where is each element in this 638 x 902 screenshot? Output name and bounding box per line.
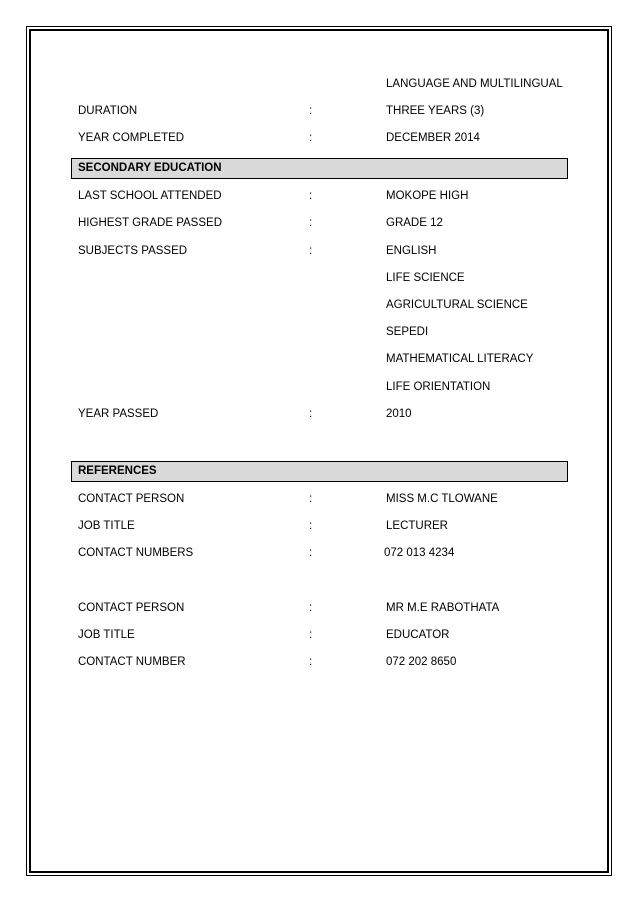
secondary-education-heading: SECONDARY EDUCATION xyxy=(71,158,568,179)
year-passed-label: YEAR PASSED xyxy=(78,408,159,420)
subjects-label: SUBJECTS PASSED xyxy=(78,245,188,257)
highest-grade-label: HIGHEST GRADE PASSED xyxy=(78,217,222,229)
highest-grade-value: GRADE 12 xyxy=(386,217,443,229)
last-school-value: MOKOPE HIGH xyxy=(386,190,469,202)
subject-row xyxy=(0,324,638,340)
last-school-colon: : xyxy=(309,190,313,202)
continuation-value: LANGUAGE AND MULTILINGUAL xyxy=(386,78,563,90)
subject-item: LIFE SCIENCE xyxy=(386,272,465,284)
ref2-job-title-value: EDUCATOR xyxy=(386,629,450,641)
year-completed-colon: : xyxy=(309,132,313,144)
duration-label: DURATION xyxy=(78,105,138,117)
subject-item: AGRICULTURAL SCIENCE xyxy=(386,299,528,311)
ref2-job-title-row xyxy=(0,627,638,643)
highest-grade-row xyxy=(0,215,638,231)
ref2-contact-person-label: CONTACT PERSON xyxy=(78,602,185,614)
ref1-job-title-label: JOB TITLE xyxy=(78,520,135,532)
subjects-colon: : xyxy=(309,245,313,257)
subject-row xyxy=(0,379,638,395)
subject-item: MATHEMATICAL LITERACY xyxy=(386,353,534,365)
ref1-job-title-row xyxy=(0,518,638,534)
duration-value: THREE YEARS (3) xyxy=(386,105,485,117)
subject-item: LIFE ORIENTATION xyxy=(386,381,491,393)
duration-row xyxy=(0,103,638,119)
year-passed-row xyxy=(0,406,638,422)
subjects-row xyxy=(0,243,638,259)
page-border-inner xyxy=(29,29,609,873)
ref2-contact-person-colon: : xyxy=(309,602,313,614)
ref2-contact-number-label: CONTACT NUMBER xyxy=(78,656,186,668)
year-completed-value: DECEMBER 2014 xyxy=(386,132,480,144)
ref1-job-title-colon: : xyxy=(309,520,313,532)
last-school-label: LAST SCHOOL ATTENDED xyxy=(78,190,222,202)
ref1-job-title-value: LECTURER xyxy=(386,520,448,532)
subject-row xyxy=(0,297,638,313)
ref2-job-title-colon: : xyxy=(309,629,313,641)
ref1-contact-person-row xyxy=(0,491,638,507)
year-completed-label: YEAR COMPLETED xyxy=(78,132,185,144)
duration-colon: : xyxy=(309,105,313,117)
year-passed-colon: : xyxy=(309,408,313,420)
ref1-contact-numbers-row xyxy=(0,545,638,561)
last-school-row xyxy=(0,188,638,204)
ref1-contact-person-value: MISS M.C TLOWANE xyxy=(386,493,498,505)
year-completed-row xyxy=(0,130,638,146)
ref2-contact-person-value: MR M.E RABOTHATA xyxy=(386,602,500,614)
subject-item: ENGLISH xyxy=(386,245,437,257)
year-passed-value: 2010 xyxy=(386,408,412,420)
highest-grade-colon: : xyxy=(309,217,313,229)
ref1-contact-numbers-label: CONTACT NUMBERS xyxy=(78,547,194,559)
ref1-contact-person-colon: : xyxy=(309,493,313,505)
ref2-contact-number-value: 072 202 8650 xyxy=(386,656,457,668)
ref1-contact-person-label: CONTACT PERSON xyxy=(78,493,185,505)
ref2-contact-number-colon: : xyxy=(309,656,313,668)
subject-item: SEPEDI xyxy=(386,326,429,338)
subject-row xyxy=(0,270,638,286)
references-heading: REFERENCES xyxy=(71,461,568,482)
ref2-contact-number-row xyxy=(0,654,638,670)
ref1-contact-numbers-colon: : xyxy=(309,547,313,559)
continuation-row xyxy=(0,76,638,92)
ref2-contact-person-row xyxy=(0,600,638,616)
ref2-job-title-label: JOB TITLE xyxy=(78,629,135,641)
subject-row xyxy=(0,351,638,367)
ref1-contact-numbers-value: 072 013 4234 xyxy=(384,547,455,559)
